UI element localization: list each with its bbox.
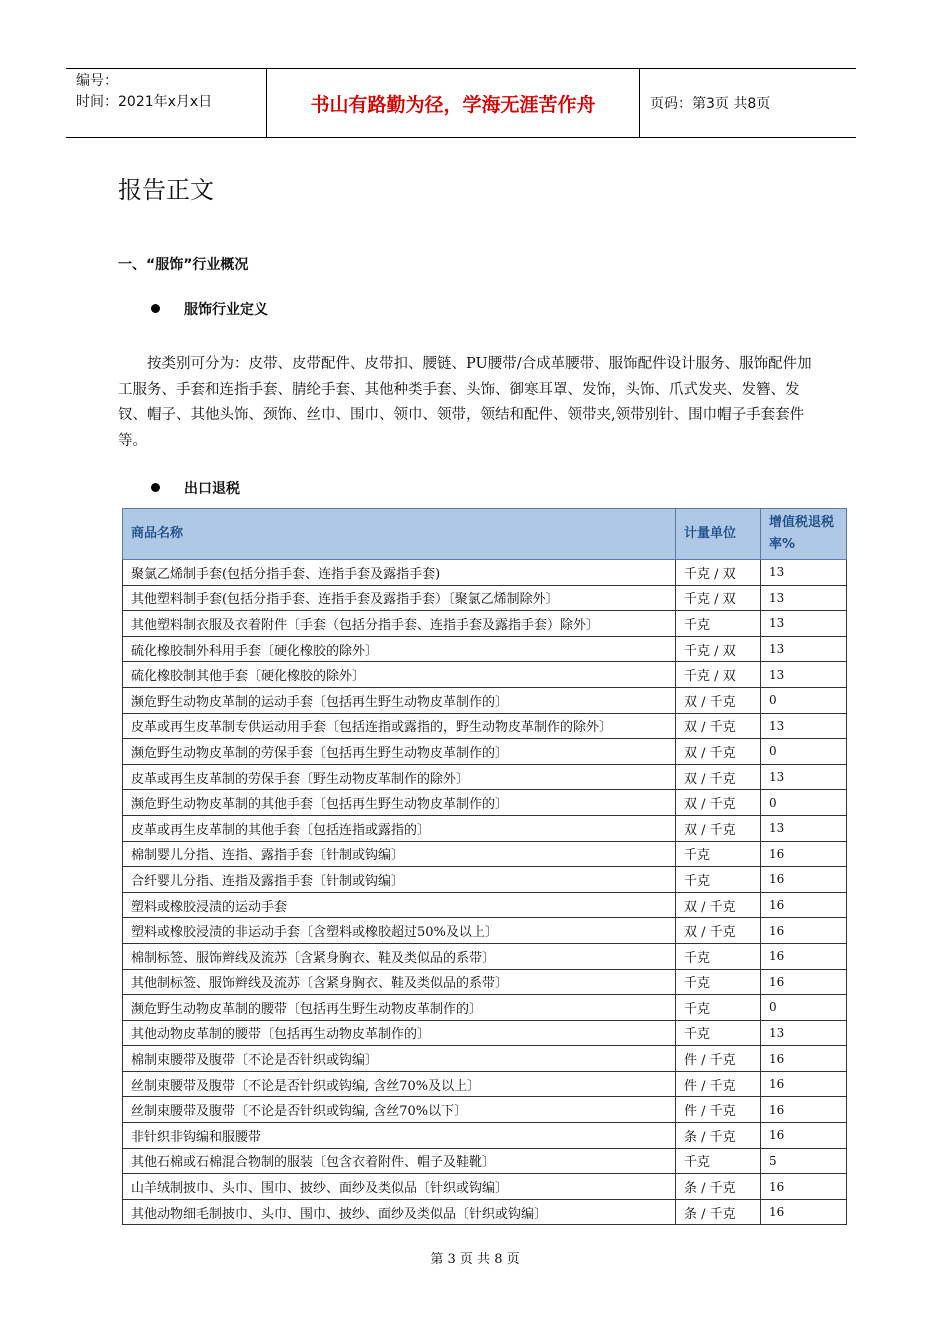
cell-unit: 件 / 千克 [676, 1046, 761, 1072]
cell-unit: 双 / 千克 [676, 713, 761, 739]
cell-rebate-rate: 13 [761, 662, 847, 688]
table-row [123, 892, 847, 918]
page-footer: 第 3 页 共 8 页 [430, 1252, 520, 1267]
cell-product-name: 棉制标签、服饰辫线及流苏〔含紧身胸衣、鞋及类似品的系带〕 [123, 943, 676, 969]
cell-product-name: 其他塑料制衣服及衣着附件〔手套（包括分指手套、连指手套及露指手套）除外〕 [123, 611, 676, 637]
table-row [123, 713, 847, 739]
cell-product-name: 濒危野生动物皮革制的劳保手套〔包括再生野生动物皮革制作的〕 [123, 739, 676, 765]
cell-rebate-rate: 13 [761, 636, 847, 662]
cell-rebate-rate: 13 [761, 764, 847, 790]
table-row [123, 560, 847, 586]
table-row [123, 585, 847, 611]
cell-rebate-rate: 16 [761, 841, 847, 867]
cell-product-name: 其他动物皮革制的腰带〔包括再生动物皮革制作的〕 [123, 1020, 676, 1046]
cell-unit: 千克 [676, 1020, 761, 1046]
cell-product-name: 山羊绒制披巾、头巾、围巾、披纱、面纱及类似品〔针织或钩编〕 [123, 1174, 676, 1200]
cell-rebate-rate: 16 [761, 1174, 847, 1200]
cell-rebate-rate: 16 [761, 1071, 847, 1097]
table-row [123, 1071, 847, 1097]
cell-rebate-rate: 16 [761, 918, 847, 944]
table-row [123, 1148, 847, 1174]
cell-product-name: 其他制标签、服饰辫线及流苏〔含紧身胸衣、鞋及类似品的系带〕 [123, 969, 676, 995]
cell-product-name: 塑料或橡胶浸渍的运动手套 [123, 892, 676, 918]
table-body [123, 560, 847, 1225]
cell-product-name: 棉制束腰带及腹带〔不论是否针织或钩编〕 [123, 1046, 676, 1072]
cell-rebate-rate: 16 [761, 1199, 847, 1225]
table-row [123, 1174, 847, 1200]
table-row [123, 764, 847, 790]
table-row [123, 790, 847, 816]
cell-product-name: 硫化橡胶制外科用手套〔硬化橡胶的除外〕 [123, 636, 676, 662]
cell-rebate-rate: 16 [761, 943, 847, 969]
cell-product-name: 丝制束腰带及腹带〔不论是否针织或钩编, 含丝70%以下〕 [123, 1097, 676, 1123]
cell-product-name: 皮革或再生皮革制的其他手套〔包括连指或露指的〕 [123, 815, 676, 841]
cell-rebate-rate: 0 [761, 790, 847, 816]
cell-rebate-rate: 16 [761, 867, 847, 893]
table-header-row [123, 509, 847, 560]
cell-unit: 千克 / 双 [676, 560, 761, 586]
header-number: 编号： [76, 73, 118, 89]
cell-unit: 双 / 千克 [676, 892, 761, 918]
cell-rebate-rate: 16 [761, 1046, 847, 1072]
cell-product-name: 非针织非钩编和服腰带 [123, 1123, 676, 1149]
cell-product-name: 濒危野生动物皮革制的腰带〔包括再生野生动物皮革制作的〕 [123, 995, 676, 1021]
cell-unit: 双 / 千克 [676, 739, 761, 765]
section-heading: 一、“服饰”行业概况 [118, 257, 249, 273]
table-row [123, 1046, 847, 1072]
cell-product-name: 合纤婴儿分指、连指及露指手套〔针制或钩编〕 [123, 867, 676, 893]
cell-product-name: 塑料或橡胶浸渍的非运动手套〔含塑料或橡胶超过50%及以上〕 [123, 918, 676, 944]
export-rebate-table [122, 508, 847, 1225]
cell-rebate-rate: 13 [761, 815, 847, 841]
cell-unit: 双 / 千克 [676, 687, 761, 713]
cell-unit: 千克 / 双 [676, 636, 761, 662]
bullet-label: 出口退税 [184, 481, 240, 497]
cell-unit: 双 / 千克 [676, 764, 761, 790]
table-row [123, 943, 847, 969]
cell-rebate-rate: 0 [761, 687, 847, 713]
table-row [123, 1097, 847, 1123]
cell-unit: 条 / 千克 [676, 1123, 761, 1149]
table-row [123, 739, 847, 765]
table-row [123, 687, 847, 713]
cell-product-name: 硫化橡胶制其他手套〔硬化橡胶的除外〕 [123, 662, 676, 688]
table-row [123, 815, 847, 841]
cell-unit: 千克 [676, 943, 761, 969]
cell-unit: 双 / 千克 [676, 918, 761, 944]
cell-product-name: 皮革或再生皮革制专供运动用手套〔包括连指或露指的，野生动物皮革制作的除外〕 [123, 713, 676, 739]
header-meta [66, 69, 266, 137]
table-row [123, 867, 847, 893]
cell-product-name: 其他石棉或石棉混合物制的服装〔包含衣着附件、帽子及鞋靴〕 [123, 1148, 676, 1174]
table-row [123, 995, 847, 1021]
page-header [66, 68, 856, 138]
cell-rebate-rate: 16 [761, 1123, 847, 1149]
cell-rebate-rate: 13 [761, 585, 847, 611]
bullet-label: 服饰行业定义 [184, 302, 268, 318]
cell-rebate-rate: 5 [761, 1148, 847, 1174]
table-row [123, 1199, 847, 1225]
cell-product-name: 皮革或再生皮革制的劳保手套〔野生动物皮革制作的除外〕 [123, 764, 676, 790]
cell-unit: 条 / 千克 [676, 1199, 761, 1225]
table-row [123, 1020, 847, 1046]
definition-paragraph: 按类别可分为：皮带、皮带配件、皮带扣、腰链、PU腰带/合成革腰带、服饰配件设计服务、服饰配件加工服务、手套和连指手套、腈纶手套、其他种类手套、头饰、御寒耳罩、发饰，头饰、爪式发夹、发簪、发钗、帽子、其他头饰、颈饰、丝巾、围巾、领巾、领带，领结和配件、领带夹,领带别针、围巾帽子手套套件等。 [118, 356, 812, 449]
cell-unit: 千克 [676, 995, 761, 1021]
cell-rebate-rate: 13 [761, 1020, 847, 1046]
cell-unit: 千克 [676, 611, 761, 637]
document-title: 报告正文 [118, 176, 214, 204]
cell-product-name: 其他塑料制手套(包括分指手套、连指手套及露指手套）〔聚氯乙烯制除外〕 [123, 585, 676, 611]
cell-unit: 千克 / 双 [676, 662, 761, 688]
header-time: 时间：2021年x月x日 [76, 94, 213, 110]
cell-unit: 双 / 千克 [676, 790, 761, 816]
table-row [123, 841, 847, 867]
cell-rebate-rate: 0 [761, 995, 847, 1021]
cell-unit: 双 / 千克 [676, 815, 761, 841]
header-page-number: 页码：第3页 共8页 [650, 96, 771, 112]
header-motto: 书山有路勤为径，学海无涯苦作舟 [266, 69, 640, 137]
cell-rebate-rate: 0 [761, 739, 847, 765]
cell-unit: 千克 [676, 969, 761, 995]
cell-product-name: 聚氯乙烯制手套(包括分指手套、连指手套及露指手套) [123, 560, 676, 586]
cell-unit: 千克 [676, 1148, 761, 1174]
cell-rebate-rate: 16 [761, 969, 847, 995]
cell-unit: 件 / 千克 [676, 1071, 761, 1097]
table-row [123, 969, 847, 995]
bullet-dot-icon [151, 483, 160, 492]
cell-unit: 千克 [676, 841, 761, 867]
table-row [123, 1123, 847, 1149]
cell-rebate-rate: 16 [761, 1097, 847, 1123]
cell-unit: 千克 [676, 867, 761, 893]
cell-unit: 件 / 千克 [676, 1097, 761, 1123]
cell-rebate-rate: 13 [761, 560, 847, 586]
cell-rebate-rate: 13 [761, 713, 847, 739]
column-header-name: 商品名称 [123, 509, 676, 560]
cell-unit: 千克 / 双 [676, 585, 761, 611]
column-header-unit: 计量单位 [676, 509, 761, 560]
cell-rebate-rate: 13 [761, 611, 847, 637]
cell-product-name: 濒危野生动物皮革制的运动手套〔包括再生野生动物皮革制作的〕 [123, 687, 676, 713]
cell-rebate-rate: 16 [761, 892, 847, 918]
table-row [123, 611, 847, 637]
cell-product-name: 棉制婴儿分指、连指、露指手套〔针制或钩编〕 [123, 841, 676, 867]
bullet-dot-icon [151, 304, 160, 313]
cell-product-name: 濒危野生动物皮革制的其他手套〔包括再生野生动物皮革制作的〕 [123, 790, 676, 816]
column-header-rate: 增值税退税率% [761, 509, 847, 560]
table-row [123, 918, 847, 944]
table-row [123, 662, 847, 688]
table-row [123, 636, 847, 662]
cell-product-name: 其他动物细毛制披巾、头巾、围巾、披纱、面纱及类似品〔针织或钩编〕 [123, 1199, 676, 1225]
cell-unit: 条 / 千克 [676, 1174, 761, 1200]
cell-product-name: 丝制束腰带及腹带〔不论是否针织或钩编, 含丝70%及以上〕 [123, 1071, 676, 1097]
